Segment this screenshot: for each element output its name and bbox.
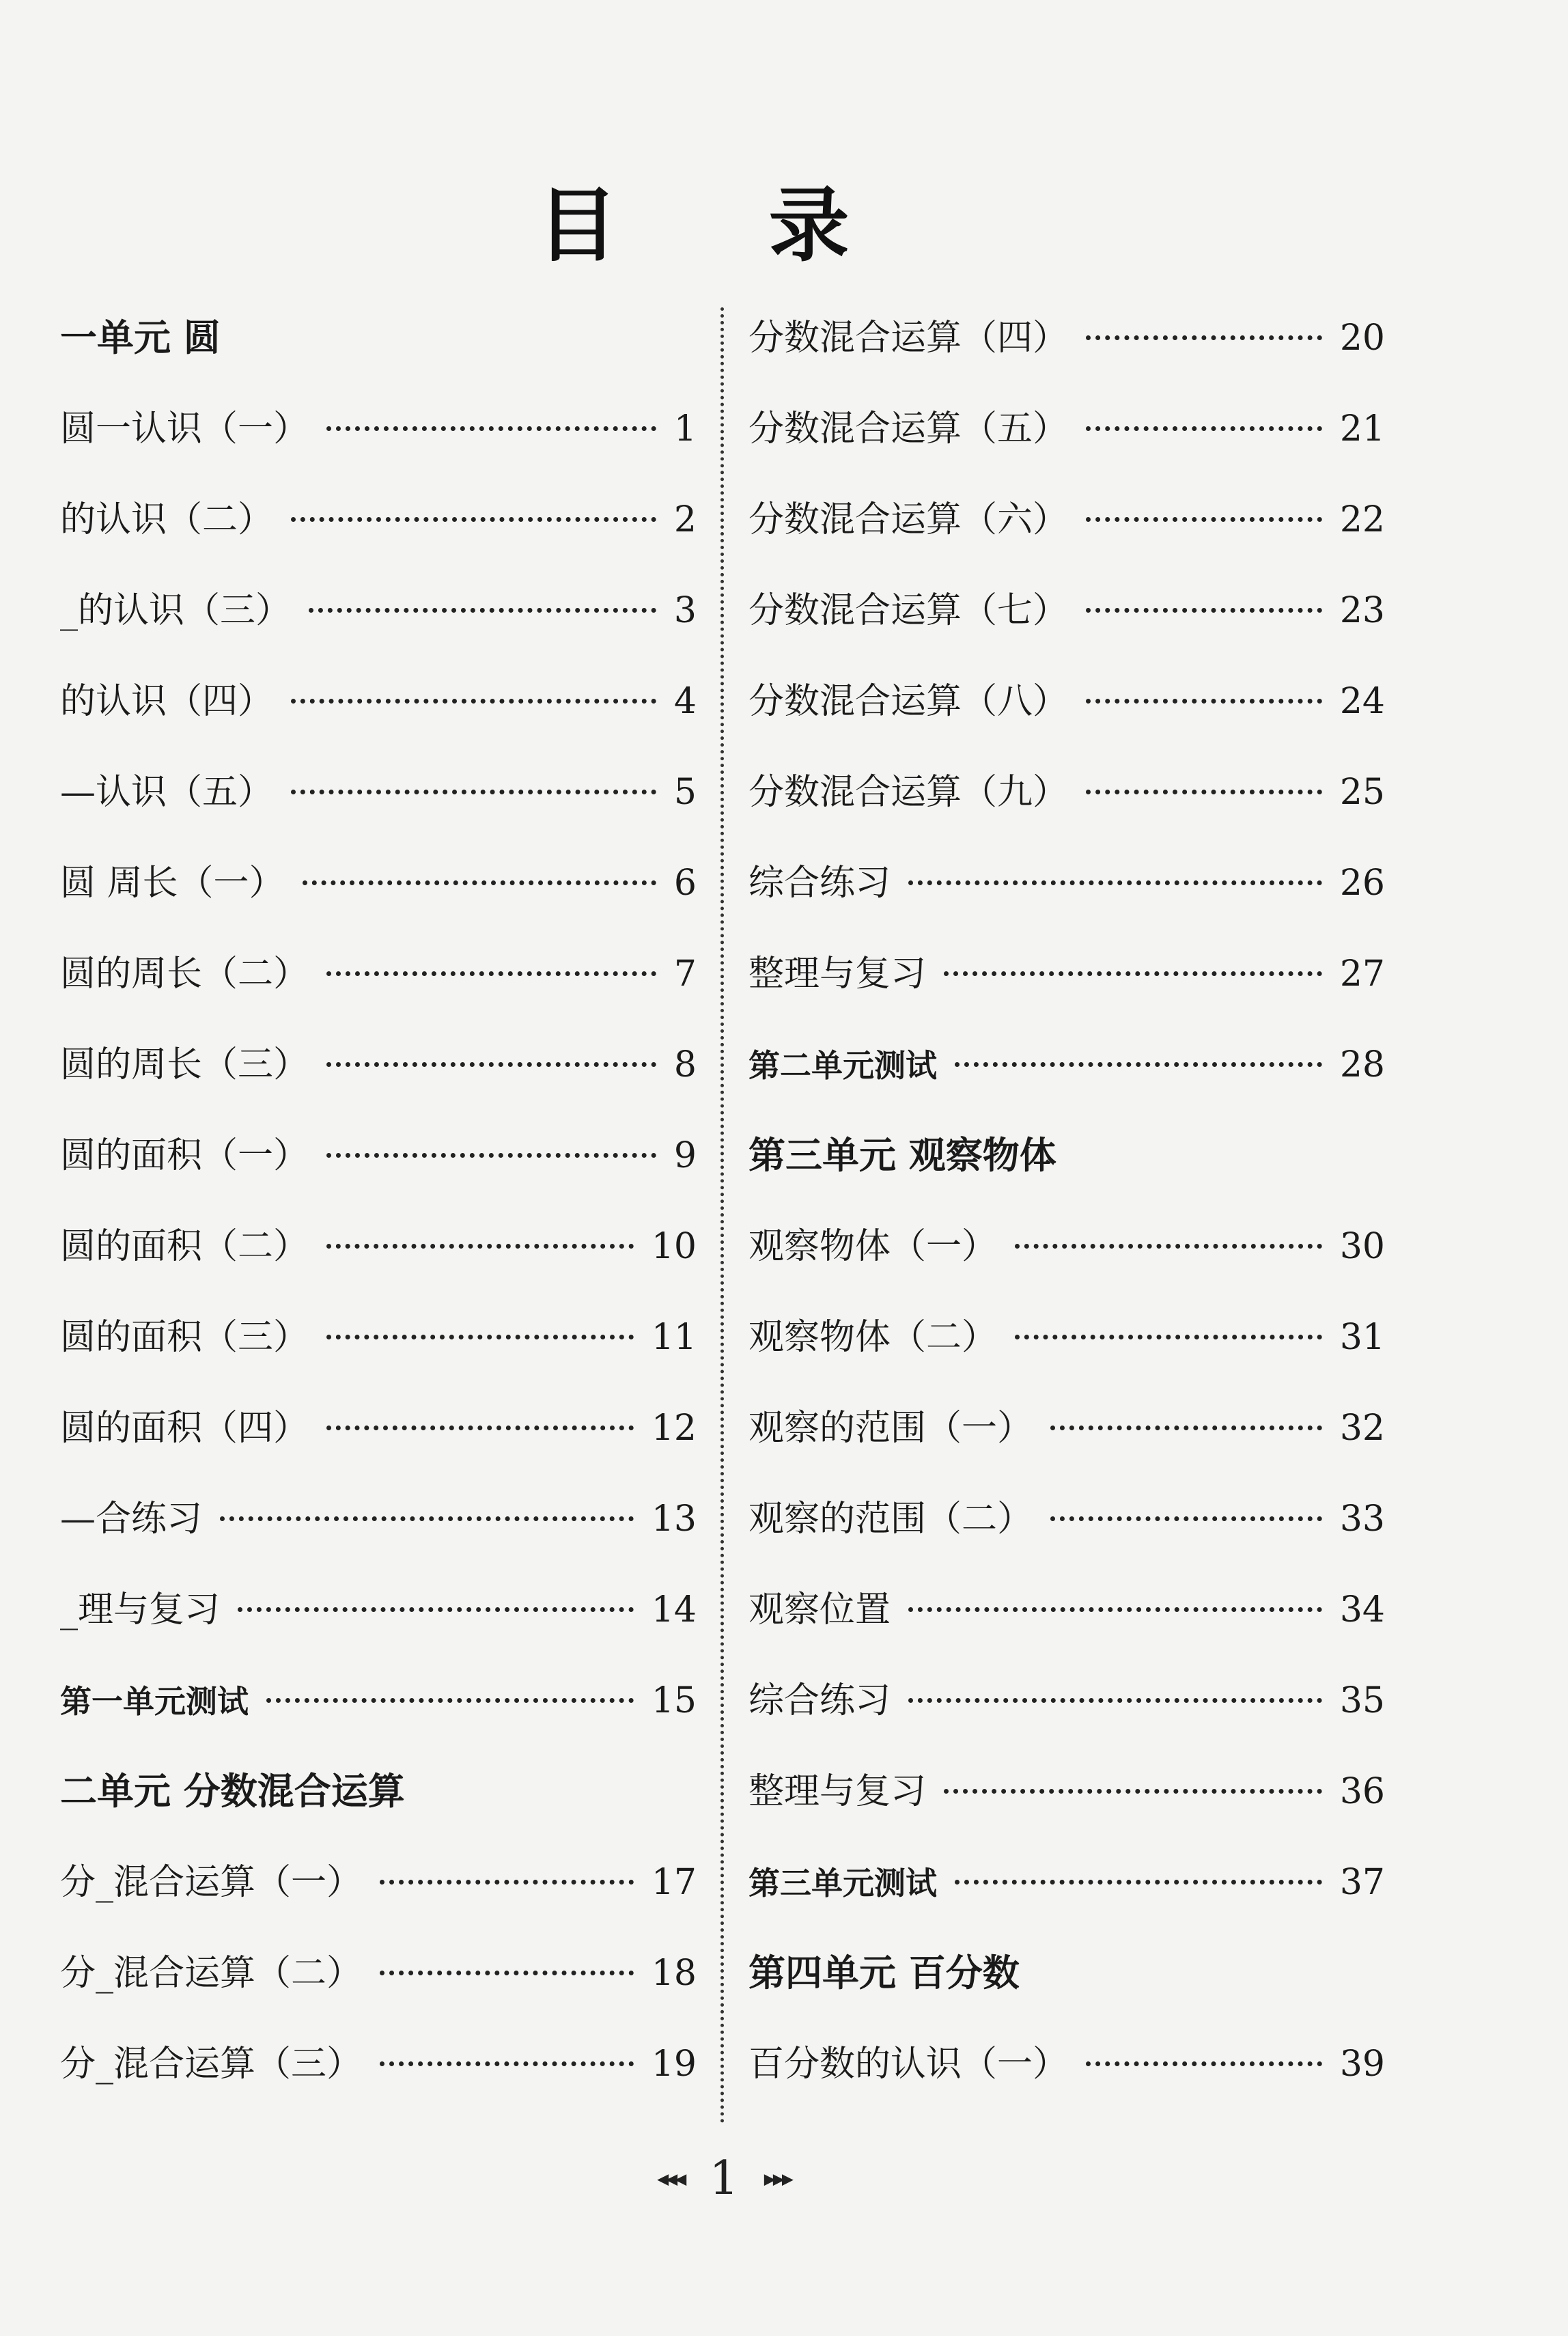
toc-entry[interactable] [60,1212,697,1303]
toc-entry[interactable] [60,1576,697,1667]
dot-leader [303,880,656,885]
toc-entry[interactable] [60,1303,697,1394]
toc-entry-label: 分数混合运算（五） [748,408,1069,449]
dot-leader [220,1516,634,1521]
toc-entry-label: 圆一认识（一） [60,408,309,449]
toc-entry-page: 39 [1339,2044,1385,2085]
dot-leader [1050,1516,1322,1521]
dot-leader [291,517,656,522]
toc-right-column [748,304,1385,2121]
toc-entry[interactable] [748,758,1385,849]
toc-entry-page: 5 [673,772,697,813]
toc-entry-label: 观察物体（二） [748,1317,998,1358]
dot-leader [1086,335,1322,340]
right-arrows-icon: ▸▸▸ [764,2165,791,2193]
toc-entry-label: 分数混合运算（八） [748,681,1069,722]
toc-entry[interactable] [748,1031,1385,1122]
dot-leader [266,1698,634,1703]
toc-entry-page: 14 [651,1589,697,1630]
unit-heading: 一单元 圆 [60,316,221,359]
toc-entry[interactable] [748,1212,1385,1303]
dot-leader [1015,1244,1322,1249]
dot-leader [309,608,656,613]
toc-entry-page: 2 [673,499,697,540]
dot-leader [1086,517,1322,522]
toc-entry-page: 7 [673,954,697,995]
dot-leader [326,426,656,431]
toc-entry[interactable] [60,1031,697,1122]
toc-entry-label: —认识（五） [60,772,274,813]
toc-entry[interactable] [748,667,1385,758]
toc-entry-label: 第一单元测试 [60,1683,249,1720]
toc-entry-page: 37 [1339,1862,1385,1903]
toc-entry-page: 20 [1339,318,1385,359]
toc-entry-label: 分数混合运算（九） [748,772,1069,813]
page-title: 目 录 [537,178,911,273]
toc-entry[interactable] [748,304,1385,395]
toc-entry-label: 分_混合运算（三） [60,2044,363,2085]
toc-entry[interactable] [748,940,1385,1031]
toc-entry[interactable] [748,486,1385,576]
toc-entry[interactable] [748,1667,1385,1757]
toc-entry-label: 综合练习 [748,863,891,904]
toc-entry[interactable] [748,1394,1385,1485]
toc-entry-label: 圆的周长（三） [60,1044,309,1085]
toc-entry-label: 分数混合运算（七） [748,590,1069,631]
toc-entry-label: 圆的面积（四） [60,1408,309,1449]
toc-entry-page: 27 [1339,954,1385,995]
toc-entry-label: 圆 周长（一） [60,863,285,904]
dot-leader [1086,608,1322,613]
toc-entry-page: 8 [673,1044,697,1085]
toc-entry-page: 13 [651,1499,697,1540]
toc-entry-page: 32 [1339,1408,1385,1449]
toc-entry-page: 36 [1339,1771,1385,1812]
page-number: 1 [709,2152,739,2206]
dot-leader [944,1789,1322,1794]
toc-entry[interactable] [60,1667,697,1757]
toc-entry-label: 观察的范围（一） [748,1408,1033,1449]
toc-entry-label: _的认识（三） [60,590,292,631]
dot-leader [238,1607,634,1612]
toc-entry-page: 35 [1339,1680,1385,1721]
dot-leader [1086,2061,1322,2066]
dot-leader [291,790,656,794]
toc-entry-page: 1 [673,408,697,449]
toc-entry-label: 的认识（二） [60,499,274,540]
dot-leader [326,971,656,976]
toc-entry[interactable] [748,395,1385,486]
toc-entry-page: 19 [651,2044,697,2085]
toc-entry-page: 18 [651,1953,697,1994]
column-divider [720,307,724,2124]
dot-leader [326,1062,656,1067]
page-footer [0,2152,1448,2206]
toc-entry[interactable] [60,2030,697,2121]
toc-entry-label: 分_混合运算（一） [60,1862,363,1903]
toc-entry-page: 30 [1339,1226,1385,1267]
dot-leader [1086,790,1322,794]
toc-entry-page: 17 [651,1862,697,1903]
toc-entry-page: 9 [673,1135,697,1176]
toc-entry[interactable] [60,1394,697,1485]
dot-leader [380,1971,634,1975]
dot-leader [944,971,1322,976]
unit-heading: 第四单元 百分数 [748,1951,1020,1994]
toc-entry-label: —合练习 [60,1499,203,1540]
dot-leader [955,1880,1322,1885]
toc-entry-label: 圆的面积（二） [60,1226,309,1267]
toc-entry-label: 综合练习 [748,1680,891,1721]
toc-entry[interactable] [60,486,697,576]
toc-entry-page: 11 [651,1317,697,1358]
toc-entry-page: 25 [1339,772,1385,813]
toc-entry-label: 观察物体（一） [748,1226,998,1267]
toc-entry-page: 28 [1339,1044,1385,1085]
toc-entry[interactable] [748,1576,1385,1667]
toc-entry-page: 12 [651,1408,697,1449]
dot-leader [380,2061,634,2066]
toc-entry-page: 31 [1339,1317,1385,1358]
toc-entry[interactable] [748,1757,1385,1848]
toc-entry-page: 3 [673,590,697,631]
dot-leader [1086,426,1322,431]
toc-entry-page: 26 [1339,863,1385,904]
dot-leader [908,1698,1322,1703]
toc-entry[interactable] [60,1848,697,1939]
toc-entry[interactable] [748,1485,1385,1576]
unit-heading: 二单元 分数混合运算 [60,1770,405,1813]
toc-left-column [60,304,697,2121]
toc-entry[interactable] [748,849,1385,940]
toc-entry-page: 4 [673,681,697,722]
toc-entry-page: 34 [1339,1589,1385,1630]
toc-entry-label: 整理与复习 [748,954,927,995]
toc-entry[interactable] [60,1122,697,1212]
dot-leader [955,1062,1322,1067]
toc-entry-page: 21 [1339,408,1385,449]
left-arrows-icon: ◂◂◂ [657,2165,684,2193]
toc-entry[interactable] [748,1848,1385,1939]
dot-leader [1086,699,1322,704]
toc-entry[interactable] [60,395,697,486]
toc-entry-label: 的认识（四） [60,681,274,722]
toc-entry-label: 圆的面积（三） [60,1317,309,1358]
toc-entry-label: 分数混合运算（六） [748,499,1069,540]
toc-entry[interactable] [748,1303,1385,1394]
toc-entry[interactable] [60,940,697,1031]
toc-entry-page: 33 [1339,1499,1385,1540]
toc-entry[interactable] [748,2030,1385,2121]
dot-leader [380,1880,634,1885]
toc-entry[interactable] [748,576,1385,667]
dot-leader [1015,1335,1322,1339]
dot-leader [326,1426,634,1430]
toc-entry-label: 第三单元测试 [748,1865,937,1902]
toc-entry-label: 观察位置 [748,1589,891,1630]
toc-entry-label: 观察的范围（二） [748,1499,1033,1540]
toc-entry-label: 圆的面积（一） [60,1135,309,1176]
dot-leader [908,880,1322,885]
toc-entry[interactable] [60,1939,697,2030]
toc-entry-page: 10 [651,1226,697,1267]
toc-entry-label: _理与复习 [60,1589,221,1630]
toc-entry[interactable] [60,849,697,940]
toc-entry-label: 分数混合运算（四） [748,318,1069,359]
toc-entry[interactable] [60,758,697,849]
toc-entry[interactable] [60,667,697,758]
dot-leader [908,1607,1322,1612]
toc-entry-label: 圆的周长（二） [60,954,309,995]
dot-leader [1050,1426,1322,1430]
unit-heading: 第三单元 观察物体 [748,1134,1056,1177]
toc-entry-page: 15 [651,1680,697,1721]
toc-entry[interactable] [60,1485,697,1576]
dot-leader [326,1244,634,1249]
toc-entry-page: 22 [1339,499,1385,540]
toc-entry[interactable] [60,576,697,667]
dot-leader [291,699,656,704]
dot-leader [326,1335,634,1339]
toc-entry-label: 分_混合运算（二） [60,1953,363,1994]
dot-leader [326,1153,656,1158]
toc-entry-label: 第二单元测试 [748,1047,937,1084]
toc-entry-label: 百分数的认识（一） [748,2044,1069,2085]
toc-entry-label: 整理与复习 [748,1771,927,1812]
toc-entry-page: 24 [1339,681,1385,722]
toc-entry-page: 6 [673,863,697,904]
toc-entry-page: 23 [1339,590,1385,631]
